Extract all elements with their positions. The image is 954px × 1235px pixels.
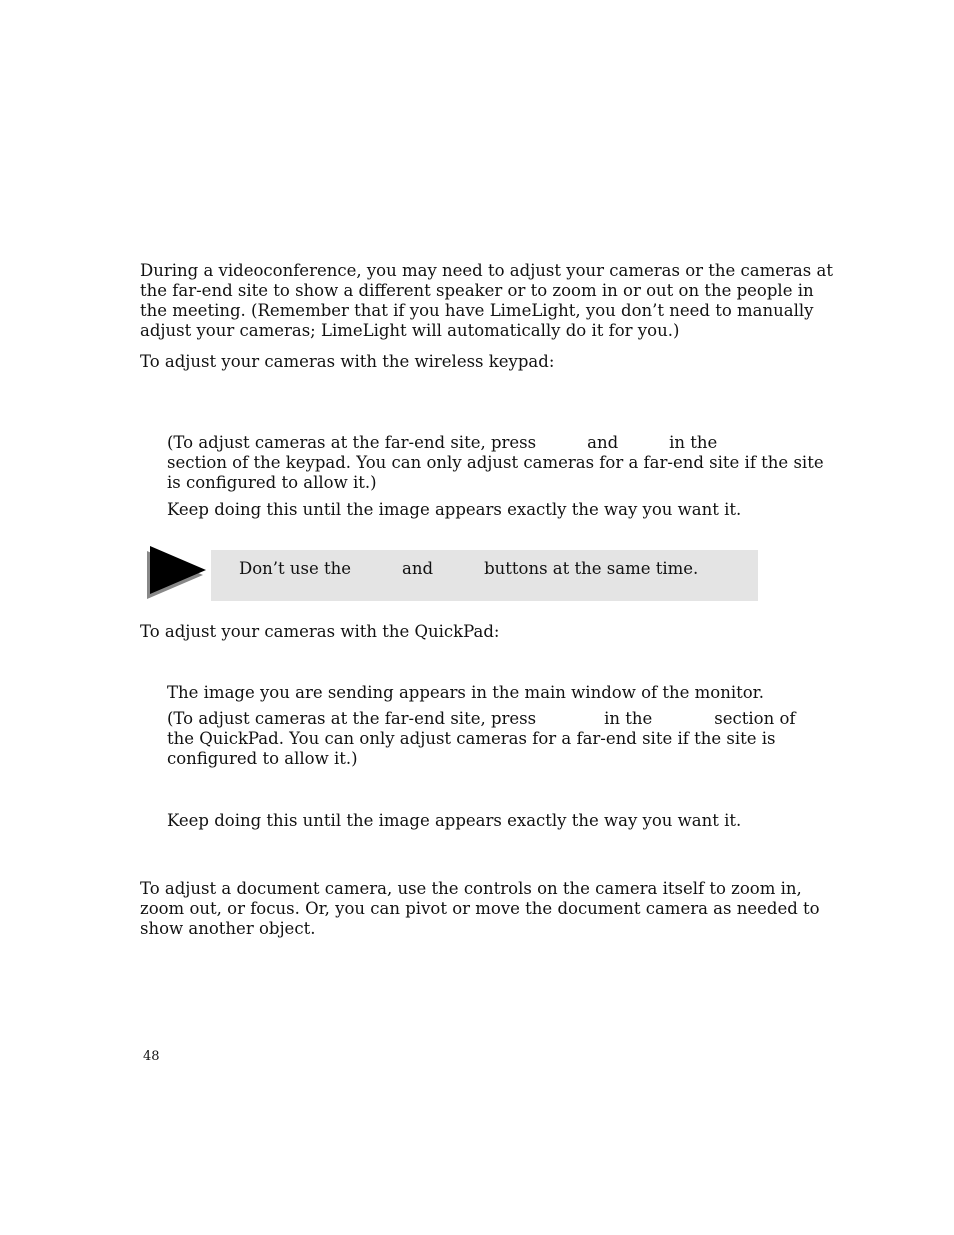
intro-paragraph — [140, 261, 833, 341]
keypad-farend-line-3: is configured to allow it.) — [167, 473, 377, 492]
quickpad-farend-line-3: configured to allow it.) — [167, 749, 358, 768]
keypad-farend-paragraph — [167, 433, 824, 493]
intro-line: During a videoconference, you may need to adjust your cameras or the cameras at — [140, 261, 833, 280]
document-camera-line: show another object. — [140, 919, 316, 938]
page-number: 48 — [143, 1049, 160, 1064]
quickpad-image-sending: The image you are sending appears in the main window of the monitor. — [167, 683, 764, 702]
document-camera-paragraph — [140, 879, 820, 939]
quickpad-farend-text-c: section of — [714, 709, 796, 728]
quickpad-farend-line-1 — [167, 709, 796, 729]
quickpad-farend-text-a: (To adjust cameras at the far-end site, press — [167, 709, 537, 728]
note-text-part-3: buttons at the same time. — [484, 559, 699, 578]
note-text-part-2: and — [402, 559, 434, 578]
document-camera-line: zoom out, or focus. Or, you can pivot or move the document camera as needed to — [140, 899, 820, 918]
keypad-farend-text-b: and — [587, 433, 619, 452]
note-arrow-icon — [145, 543, 209, 601]
quickpad-farend-line-2: the QuickPad. You can only adjust cameras for a far-end site if the site is — [167, 729, 776, 748]
keypad-farend-text-c: in the — [669, 433, 718, 452]
note-text-part-1: Don’t use the — [239, 559, 352, 578]
quickpad-heading: To adjust your cameras with the QuickPad: — [140, 622, 500, 641]
quickpad-farend-paragraph — [167, 709, 796, 769]
intro-line: the meeting. (Remember that if you have LimeLight, you don’t need to manually — [140, 301, 814, 320]
keypad-farend-line-2: section of the keypad. You can only adjust cameras for a far-end site if the site — [167, 453, 824, 472]
keypad-farend-text-a: (To adjust cameras at the far-end site, press — [167, 433, 537, 452]
document-camera-line: To adjust a document camera, use the controls on the camera itself to zoom in, — [140, 879, 802, 898]
keypad-heading: To adjust your cameras with the wireless keypad: — [140, 352, 555, 371]
intro-line: adjust your cameras; LimeLight will automatically do it for you.) — [140, 321, 680, 340]
quickpad-keep-doing: Keep doing this until the image appears exactly the way you want it. — [167, 811, 742, 830]
intro-line: the far-end site to show a different speaker or to zoom in or out on the people in — [140, 281, 814, 300]
keypad-farend-line-1 — [167, 433, 824, 453]
keypad-keep-doing: Keep doing this until the image appears exactly the way you want it. — [167, 500, 742, 519]
note-text — [239, 559, 698, 579]
quickpad-farend-text-b: in the — [604, 709, 653, 728]
